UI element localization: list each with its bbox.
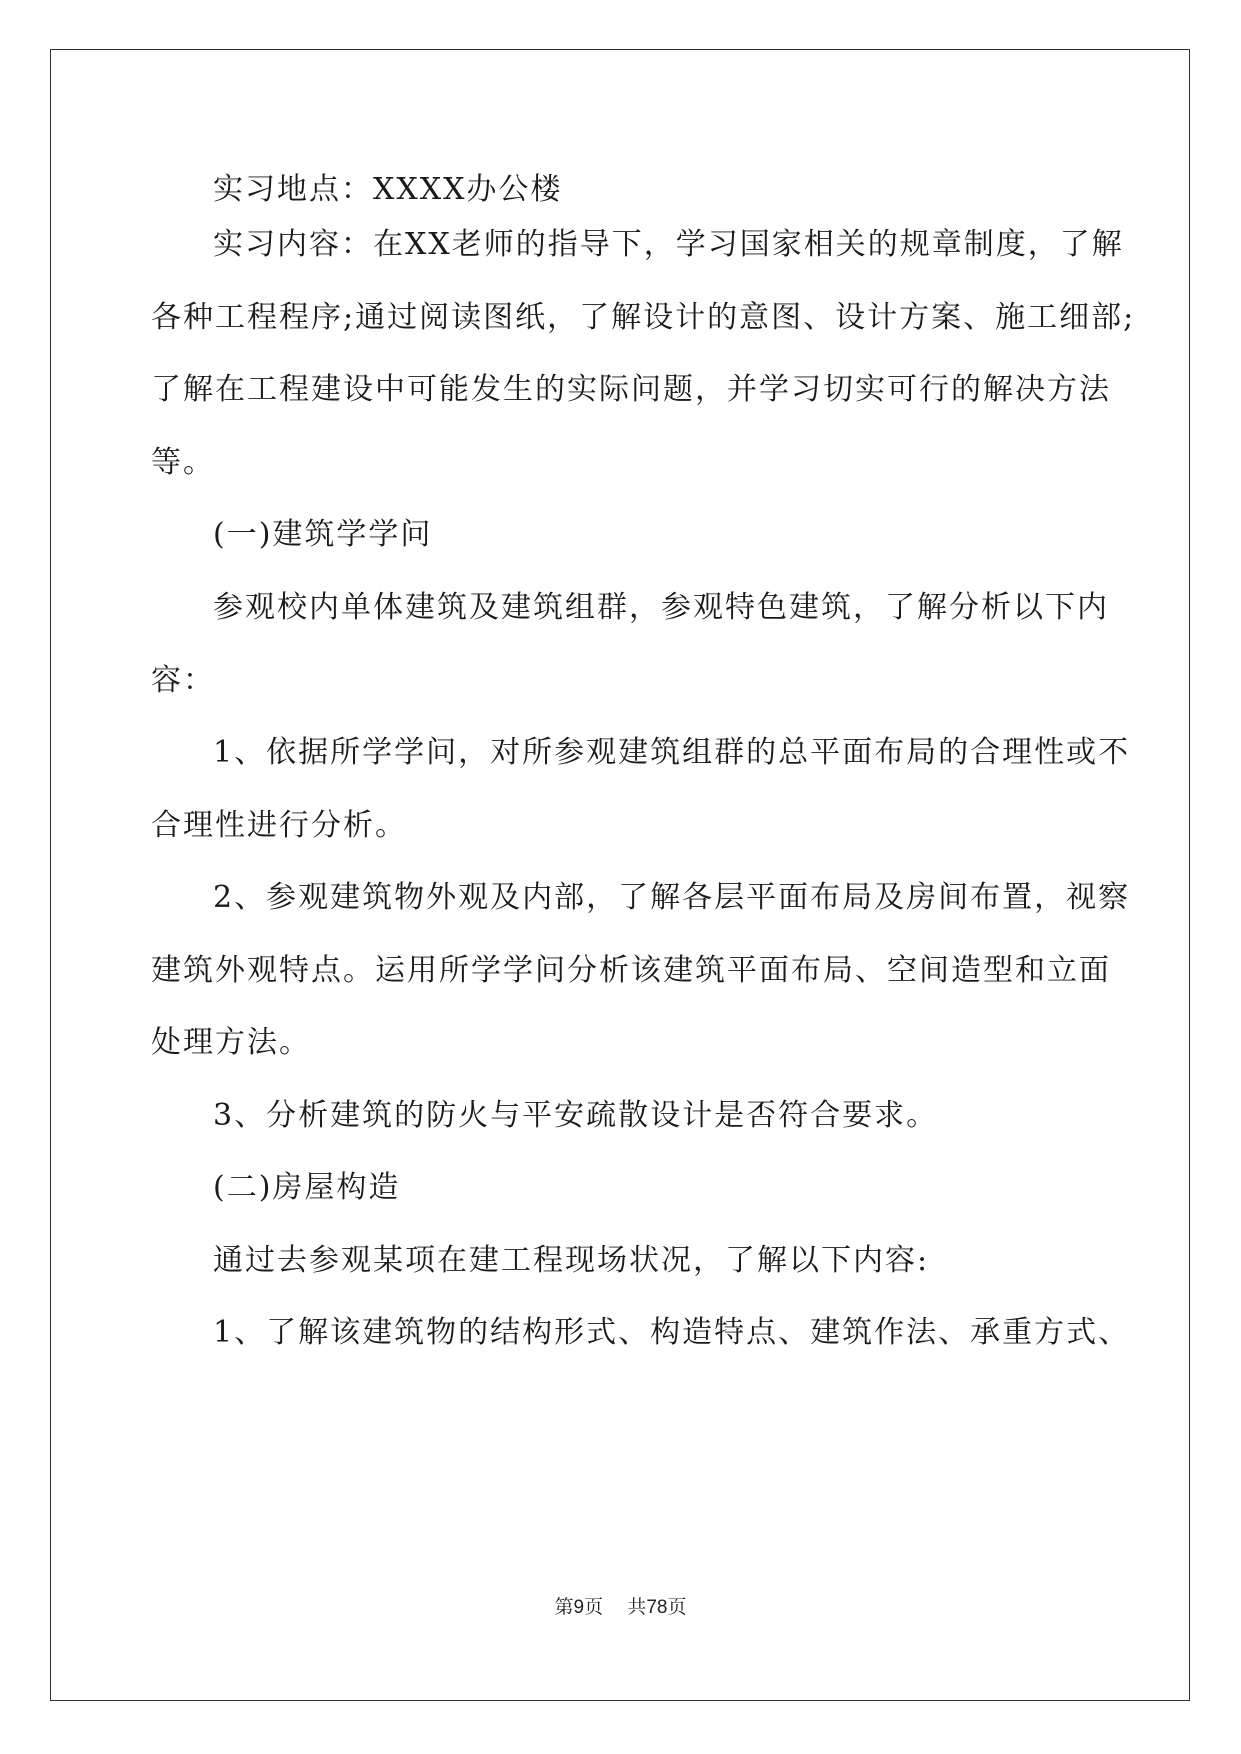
page-border	[50, 49, 1190, 1701]
section-heading-construction: (二)房屋构造	[213, 1170, 401, 1205]
list-item-2: 2、参观建筑物外观及内部，了解各层平面布局及房间布置，视察	[213, 880, 1131, 915]
page-footer	[0, 1595, 1241, 1620]
footer-page-number: 9	[573, 1597, 585, 1618]
section-heading-architecture: (一)建筑学学问	[213, 517, 433, 552]
text-line: 了解在工程建设中可能发生的实际问题，并学习切实可行的解决方法	[151, 372, 1111, 407]
footer-page-prefix: 第	[554, 1596, 574, 1618]
footer-total-suffix: 页	[667, 1596, 687, 1618]
text-line-location: 实习地点：XXXX办公楼	[213, 172, 563, 207]
text-line: 参观校内单体建筑及建筑组群，参观特色建筑，了解分析以下内	[213, 590, 1109, 625]
text-line: 处理方法。	[151, 1025, 311, 1060]
text-line: 各种工程程序;通过阅读图纸，了解设计的意图、设计方案、施工细部;	[151, 300, 1136, 335]
list-item-1b: 1、了解该建筑物的结构形式、构造特点、建筑作法、承重方式、	[213, 1315, 1131, 1350]
text-line: 合理性进行分析。	[151, 808, 407, 843]
text-line: 通过去参观某项在建工程现场状况，了解以下内容:	[213, 1243, 930, 1278]
text-line: 建筑外观特点。运用所学学问分析该建筑平面布局、空间造型和立面	[151, 953, 1111, 988]
list-item-1: 1、依据所学学问，对所参观建筑组群的总平面布局的合理性或不	[213, 735, 1131, 770]
text-line-content: 实习内容：在XX老师的指导下，学习国家相关的规章制度，了解	[213, 227, 1124, 262]
footer-page-suffix: 页	[584, 1596, 604, 1618]
footer-total-pages: 78	[646, 1597, 668, 1618]
text-line: 等。	[151, 445, 215, 480]
footer-total-prefix: 共	[627, 1596, 647, 1618]
list-item-3: 3、分析建筑的防火与平安疏散设计是否符合要求。	[213, 1098, 939, 1133]
text-line: 容：	[151, 663, 215, 698]
